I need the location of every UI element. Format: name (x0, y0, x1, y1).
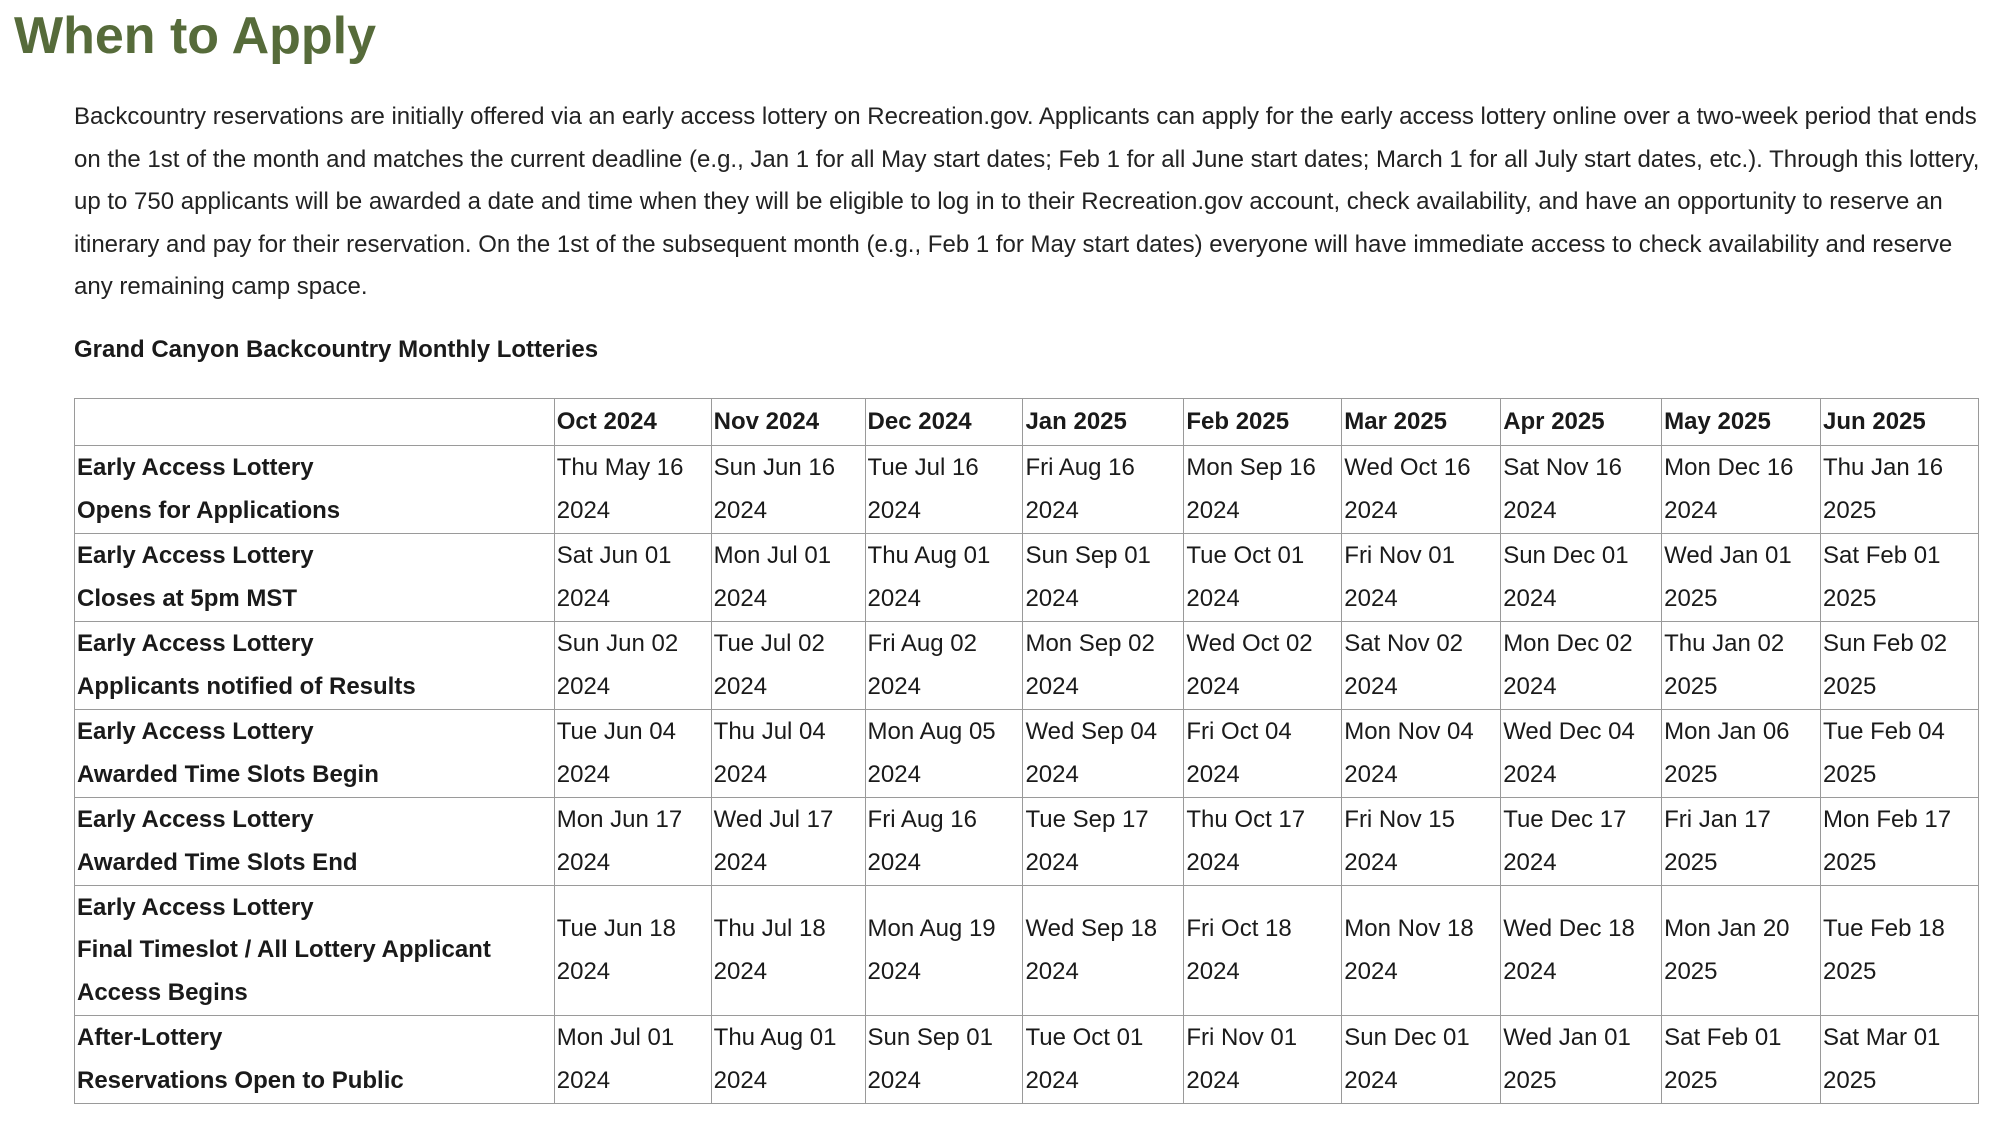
row-label-line: Early Access Lottery (77, 893, 314, 921)
date-year: 2024 (1344, 584, 1398, 612)
date-cell (1662, 622, 1821, 710)
date-year: 2024 (1503, 760, 1557, 788)
date-cell (554, 534, 711, 622)
date-year: 2024 (1344, 1066, 1398, 1094)
date-year: 2025 (1664, 760, 1718, 788)
date-day: Tue Jun 18 (556, 915, 676, 942)
date-cell (1821, 622, 1979, 710)
date-cell (1501, 534, 1662, 622)
date-day: Mon Nov 18 (1344, 915, 1474, 942)
row-label-cell (75, 1016, 555, 1104)
date-day: Tue Jun 04 (556, 718, 676, 745)
date-cell (1821, 710, 1979, 798)
date-year: 2024 (1025, 848, 1079, 876)
row-label-line: Reservations Open to Public (77, 1066, 404, 1094)
date-year: 2025 (1664, 672, 1718, 700)
table-row (75, 446, 1979, 534)
date-cell (1023, 798, 1184, 886)
page-title: When to Apply (14, 7, 377, 65)
date-year: 2025 (1823, 496, 1877, 524)
date-cell (1821, 798, 1979, 886)
date-day: Wed Oct 16 (1344, 454, 1471, 481)
row-label-line: Final Timeslot / All Lottery Applicant (77, 936, 491, 964)
header-cell-month: Mar 2025 (1342, 399, 1501, 446)
header-cell-month: Feb 2025 (1184, 399, 1342, 446)
date-year: 2024 (867, 672, 921, 700)
date-year: 2024 (867, 584, 921, 612)
date-cell (1342, 710, 1501, 798)
date-day: Mon Sep 16 (1186, 454, 1316, 481)
row-label-line: Awarded Time Slots End (77, 848, 358, 876)
date-day: Thu Aug 01 (713, 1024, 837, 1051)
date-year: 2024 (1186, 584, 1240, 612)
date-day: Thu Jul 18 (713, 915, 826, 942)
date-day: Wed Jan 01 (1664, 542, 1792, 569)
date-day: Thu Jan 16 (1823, 454, 1944, 481)
row-label-line: Opens for Applications (77, 496, 341, 524)
date-cell (865, 710, 1023, 798)
date-year: 2024 (1664, 496, 1718, 524)
date-cell (1501, 710, 1662, 798)
date-cell (1662, 710, 1821, 798)
date-year: 2024 (867, 496, 921, 524)
date-cell (1023, 534, 1184, 622)
date-day: Tue Sep 17 (1025, 806, 1149, 833)
row-label-line: Early Access Lottery (77, 630, 314, 657)
row-label-line: Early Access Lottery (77, 806, 314, 833)
date-cell (1184, 446, 1342, 534)
date-day: Sat Mar 01 (1823, 1024, 1941, 1051)
date-day: Tue Oct 01 (1025, 1024, 1144, 1051)
date-cell (554, 886, 711, 1016)
date-day: Mon Nov 04 (1344, 718, 1474, 745)
date-day: Fri Oct 04 (1186, 718, 1292, 745)
date-year: 2025 (1664, 848, 1718, 876)
date-year: 2024 (1503, 957, 1557, 985)
date-day: Mon Jan 20 (1664, 915, 1790, 942)
date-year: 2025 (1664, 584, 1718, 612)
date-year: 2024 (713, 957, 768, 985)
date-day: Thu May 16 (556, 454, 684, 481)
date-year: 2025 (1823, 672, 1877, 700)
header-cell-month: May 2025 (1662, 399, 1821, 446)
date-day: Thu Jul 04 (713, 718, 826, 745)
date-cell (865, 622, 1023, 710)
date-year: 2025 (1823, 760, 1877, 788)
date-cell (1184, 886, 1342, 1016)
date-day: Sun Sep 01 (1025, 542, 1151, 569)
date-cell (1184, 798, 1342, 886)
header-cell-month: Oct 2024 (554, 399, 711, 446)
header-cell-corner (75, 399, 555, 446)
date-day: Wed Jul 17 (713, 806, 834, 833)
date-day: Sat Feb 01 (1823, 542, 1941, 569)
date-cell (1023, 710, 1184, 798)
table-row (75, 1016, 1979, 1104)
date-year: 2024 (556, 957, 611, 985)
date-cell (711, 886, 865, 1016)
date-day: Fri Nov 01 (1186, 1024, 1298, 1051)
date-year: 2024 (713, 848, 768, 876)
date-year: 2024 (867, 957, 921, 985)
date-day: Thu Jan 02 (1664, 630, 1785, 657)
date-cell (554, 622, 711, 710)
date-year: 2024 (867, 848, 921, 876)
date-cell (1342, 798, 1501, 886)
date-year: 2025 (1823, 957, 1877, 985)
date-cell (554, 798, 711, 886)
date-year: 2024 (713, 496, 768, 524)
row-label-line: Access Begins (77, 978, 248, 1006)
date-cell (1342, 622, 1501, 710)
row-label-cell (75, 534, 555, 622)
date-cell (1662, 1016, 1821, 1104)
date-day: Mon Jan 06 (1664, 718, 1790, 745)
date-year: 2024 (1344, 672, 1398, 700)
date-cell (711, 1016, 865, 1104)
date-cell (1821, 886, 1979, 1016)
date-year: 2024 (713, 1066, 768, 1094)
date-year: 2024 (1503, 584, 1557, 612)
date-cell (1184, 622, 1342, 710)
date-cell (1662, 798, 1821, 886)
date-cell (1821, 534, 1979, 622)
date-year: 2024 (556, 584, 611, 612)
date-year: 2024 (1025, 584, 1079, 612)
date-year: 2024 (1503, 672, 1557, 700)
table-row (75, 622, 1979, 710)
header-cell-month: Dec 2024 (865, 399, 1023, 446)
row-label-cell (75, 622, 555, 710)
date-day: Mon Jul 01 (556, 1024, 675, 1051)
date-day: Mon Feb 17 (1823, 806, 1952, 833)
date-day: Tue Jul 02 (713, 630, 825, 657)
date-cell (865, 446, 1023, 534)
date-day: Sun Jun 16 (713, 454, 836, 481)
date-day: Tue Jul 16 (867, 454, 979, 481)
date-year: 2024 (1503, 496, 1557, 524)
header-cell-month: Jun 2025 (1821, 399, 1979, 446)
date-cell (865, 886, 1023, 1016)
date-day: Mon Aug 19 (867, 915, 996, 942)
lottery-schedule-table (74, 398, 1979, 1104)
date-day: Sun Dec 01 (1503, 542, 1629, 569)
date-cell (711, 446, 865, 534)
date-year: 2024 (1344, 957, 1398, 985)
date-cell (865, 1016, 1023, 1104)
date-day: Wed Jan 01 (1503, 1024, 1631, 1051)
row-label-cell (75, 446, 555, 534)
date-day: Sun Feb 02 (1823, 630, 1948, 657)
date-day: Mon Sep 02 (1025, 630, 1155, 657)
row-label-line: Early Access Lottery (77, 542, 314, 569)
date-day: Fri Nov 15 (1344, 806, 1455, 833)
row-label-cell (75, 886, 555, 1016)
date-year: 2024 (713, 760, 768, 788)
date-cell (1501, 1016, 1662, 1104)
date-year: 2025 (1664, 957, 1718, 985)
date-cell (1023, 886, 1184, 1016)
date-day: Sat Jun 01 (556, 542, 672, 569)
date-day: Mon Dec 16 (1664, 454, 1794, 481)
date-year: 2024 (1186, 1066, 1240, 1094)
table-row (75, 710, 1979, 798)
date-year: 2025 (1823, 584, 1877, 612)
date-cell (1342, 446, 1501, 534)
date-cell (1821, 446, 1979, 534)
header-cell-month: Jan 2025 (1023, 399, 1184, 446)
date-cell (1662, 886, 1821, 1016)
date-year: 2024 (1503, 848, 1557, 876)
date-day: Wed Sep 04 (1025, 718, 1158, 745)
row-label-line: After-Lottery (77, 1024, 223, 1051)
date-day: Sun Jun 02 (556, 630, 679, 657)
table-header-row (75, 399, 1979, 446)
date-cell (1342, 534, 1501, 622)
table-row (75, 534, 1979, 622)
date-cell (1342, 1016, 1501, 1104)
date-year: 2025 (1823, 848, 1877, 876)
row-label-cell (75, 710, 555, 798)
row-label-line: Early Access Lottery (77, 454, 314, 481)
row-label-line: Awarded Time Slots Begin (77, 760, 379, 788)
date-cell (865, 534, 1023, 622)
date-cell (1501, 622, 1662, 710)
header-cell-month: Nov 2024 (711, 399, 865, 446)
date-cell (711, 622, 865, 710)
date-cell (1023, 622, 1184, 710)
date-year: 2024 (867, 760, 921, 788)
date-year: 2024 (1344, 848, 1398, 876)
date-cell (1184, 710, 1342, 798)
date-year: 2025 (1823, 1066, 1877, 1094)
table-row (75, 798, 1979, 886)
date-cell (1184, 534, 1342, 622)
date-cell (1184, 1016, 1342, 1104)
date-day: Wed Dec 18 (1503, 915, 1635, 942)
date-year: 2024 (1186, 848, 1240, 876)
date-year: 2024 (1186, 957, 1240, 985)
date-day: Fri Nov 01 (1344, 542, 1455, 569)
date-cell (554, 446, 711, 534)
date-day: Wed Oct 02 (1186, 630, 1313, 657)
date-cell (1662, 446, 1821, 534)
row-label-line: Early Access Lottery (77, 718, 314, 745)
date-day: Wed Sep 18 (1025, 915, 1158, 942)
date-cell (1023, 446, 1184, 534)
date-year: 2025 (1664, 1066, 1718, 1094)
date-year: 2024 (1344, 760, 1398, 788)
date-day: Sun Dec 01 (1344, 1024, 1470, 1051)
date-year: 2024 (1025, 672, 1079, 700)
date-year: 2025 (1503, 1066, 1557, 1094)
row-label-line: Applicants notified of Results (77, 672, 416, 700)
date-day: Thu Oct 17 (1186, 806, 1306, 833)
date-year: 2024 (1025, 760, 1079, 788)
date-year: 2024 (1025, 1066, 1079, 1094)
date-day: Sat Nov 02 (1344, 630, 1464, 657)
date-day: Sun Sep 01 (867, 1024, 993, 1051)
date-cell (1501, 798, 1662, 886)
date-cell (865, 798, 1023, 886)
date-year: 2024 (556, 672, 611, 700)
date-day: Mon Dec 02 (1503, 630, 1633, 657)
date-day: Sat Nov 16 (1503, 454, 1622, 481)
date-day: Mon Jun 17 (556, 806, 683, 833)
date-year: 2024 (556, 1066, 611, 1094)
date-cell (711, 710, 865, 798)
date-year: 2024 (556, 496, 611, 524)
date-cell (1023, 1016, 1184, 1104)
date-day: Tue Feb 04 (1823, 718, 1945, 745)
date-cell (1342, 886, 1501, 1016)
date-cell (711, 798, 865, 886)
date-cell (1501, 446, 1662, 534)
date-year: 2024 (713, 672, 768, 700)
row-label-line: Closes at 5pm MST (77, 584, 298, 612)
date-day: Tue Feb 18 (1823, 915, 1945, 942)
date-day: Fri Aug 02 (867, 630, 977, 657)
date-day: Tue Dec 17 (1503, 806, 1627, 833)
date-day: Sat Feb 01 (1664, 1024, 1782, 1051)
date-year: 2024 (1025, 957, 1079, 985)
date-cell (1821, 1016, 1979, 1104)
date-year: 2024 (1025, 496, 1079, 524)
date-cell (1662, 534, 1821, 622)
header-cell-month: Apr 2025 (1501, 399, 1662, 446)
table-row (75, 886, 1979, 1016)
table-title: Grand Canyon Backcountry Monthly Lotteries (74, 336, 599, 363)
date-day: Fri Jan 17 (1664, 806, 1771, 833)
date-cell (1501, 886, 1662, 1016)
date-cell (554, 710, 711, 798)
date-year: 2024 (1186, 760, 1240, 788)
date-cell (711, 534, 865, 622)
table-body (75, 446, 1979, 1104)
date-day: Tue Oct 01 (1186, 542, 1305, 569)
date-day: Fri Aug 16 (1025, 454, 1135, 481)
date-day: Mon Aug 05 (867, 718, 996, 745)
date-day: Fri Aug 16 (867, 806, 977, 833)
date-cell (554, 1016, 711, 1104)
date-year: 2024 (1186, 496, 1240, 524)
date-year: 2024 (556, 848, 611, 876)
date-year: 2024 (556, 760, 611, 788)
date-year: 2024 (1186, 672, 1240, 700)
date-day: Mon Jul 01 (713, 542, 832, 569)
date-day: Fri Oct 18 (1186, 915, 1292, 942)
date-day: Thu Aug 01 (867, 542, 991, 569)
date-year: 2024 (867, 1066, 921, 1094)
row-label-cell (75, 798, 555, 886)
date-day: Wed Dec 04 (1503, 718, 1635, 745)
intro-paragraph: Backcountry reservations are initially offered via an early access lottery on Recreation.gov. Applicants can apply for the early access lottery online over a two-week period that ends on the 1st of the month and matches the current deadline (e.g., Jan 1 for all May start dates; Feb 1 for all June start dates; March 1 for all July start dates, etc.). Through this lottery, up to 750 applicants will be awarded a date and time when they will be eligible to log in to their Recreation.gov account, check availability, and have an opportunity to reserve an itinerary and pay for their reservation. On the 1st of the subsequent month (e.g., Feb 1 for May start dates) everyone will have immediate access to check availability and reserve any remaining camp space. (74, 103, 1980, 300)
date-year: 2024 (713, 584, 768, 612)
date-year: 2024 (1344, 496, 1398, 524)
